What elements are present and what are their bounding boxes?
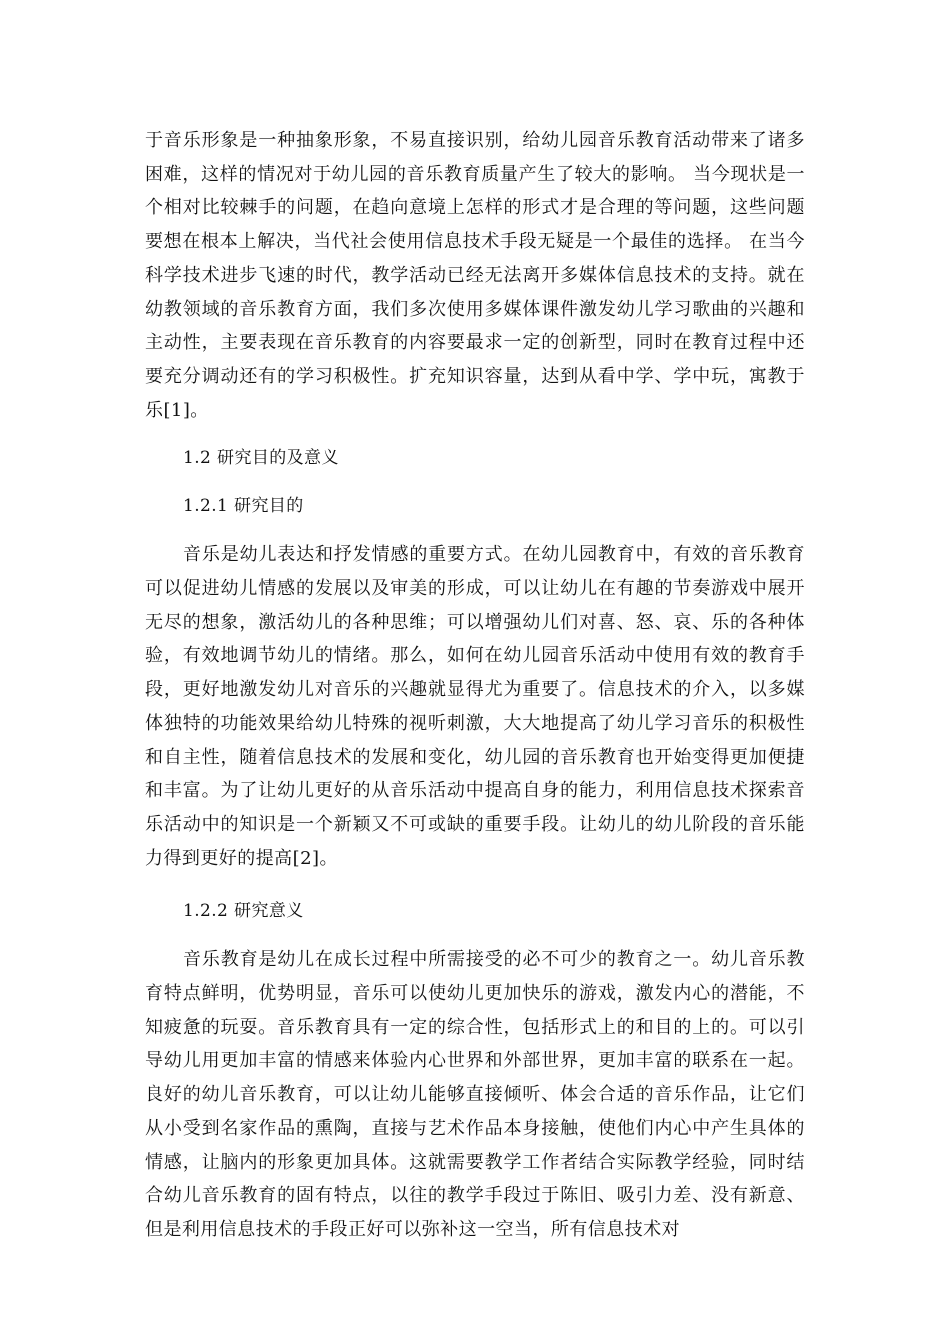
subsection-heading-1-2-2: 1.2.2 研究意义 (183, 901, 304, 922)
spacer (145, 475, 805, 490)
spacer (145, 427, 805, 442)
section-heading-1-2: 1.2 研究目的及意义 (183, 448, 339, 469)
document-body (145, 124, 805, 1247)
spacer (145, 875, 805, 895)
spacer (145, 928, 805, 943)
spacer (145, 523, 805, 538)
paragraph-research-significance: 音乐教育是幼儿在成长过程中所需接受的必不可少的教育之一。幼儿音乐教育特点鲜明，优势明显，音乐可以使幼儿更加快乐的游戏，激发内心的潜能，不知疲惫的玩耍。音乐教育具有一定的综合性，包括形式上的和目的上的。可以引导幼儿用更加丰富的情感来体验内心世界和外部世界，更加丰富的联系在一起。良好的幼儿音乐教育，可以让幼儿能够直接倾听、体会合适的音乐作品，让它们从小受到名家作品的熏陶，直接与艺术作品本身接触，使他们内心中产生具体的情感，让脑内的形象更加具体。这就需要教学工作者结合实际教学经验，同时结合幼儿音乐教育的固有特点，以往的教学手段过于陈旧、吸引力差、没有新意、但是利用信息技术的手段正好可以弥补这一空当，所有信息技术对 (145, 949, 805, 1240)
paragraph-research-purpose: 音乐是幼儿表达和抒发情感的重要方式。在幼儿园教育中，有效的音乐教育可以促进幼儿情感的发展以及审美的形成，可以让幼儿在有趣的节奏游戏中展开无尽的想象，激活幼儿的各种思维；可以增强幼儿们对喜、怒、哀、乐的各种体验，有效地调节幼儿的情绪。那么，如何在幼儿园音乐活动中使用有效的教育手段，更好地激发幼儿对音乐的兴趣就显得尤为重要了。信息技术的介入，以多媒体独特的功能效果给幼儿特殊的视听刺激，大大地提高了幼儿学习音乐的积极性和自主性，随着信息技术的发展和变化，幼儿园的音乐教育也开始变得更加便捷和丰富。为了让幼儿更好的从音乐活动中提高自身的能力，利用信息技术探索音乐活动中的知识是一个新颖又不可或缺的重要手段。让幼儿的幼儿阶段的音乐能力得到更好的提高[2]。 (145, 544, 805, 869)
paragraph-intro: 于音乐形象是一种抽象形象，不易直接识别，给幼儿园音乐教育活动带来了诸多困难，这样的情况对于幼儿园的音乐教育质量产生了较大的影响。 当今现状是一个相对比较棘手的问题，在趋向意境上怎样的形式才是合理的等问题，这些问题要想在根本上解决，当代社会使用信息技术手段无疑是一个最佳的选择。 在当今科学技术进步飞速的时代，教学活动已经无法离开多媒体信息技术的支持。就在幼教领域的音乐教育方面，我们多次使用多媒体课件激发幼儿学习歌曲的兴趣和主动性，主要表现在音乐教育的内容要最求一定的创新型，同时在教育过程中还要充分调动还有的学习积极性。扩充知识容量，达到从看中学、学中玩，寓教于乐[1]。 (145, 130, 805, 421)
subsection-heading-1-2-1: 1.2.1 研究目的 (183, 496, 304, 517)
